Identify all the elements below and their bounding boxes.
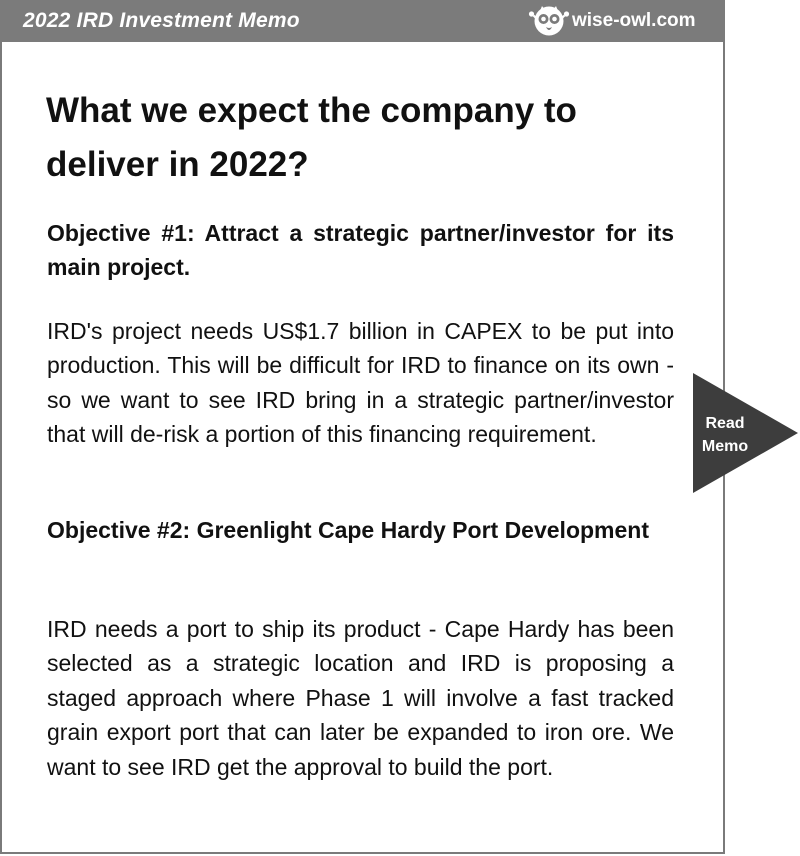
header-bar (0, 0, 725, 42)
objective-1-body: IRD's project needs US$1.7 billion in CAPEX to be put into production. This will be difficult for IRD to finance on its own - so we want to see IRD bring in a strategic partner/investor that will de-risk a portion of this financing requirement. (47, 318, 674, 448)
brand-link[interactable] (527, 4, 696, 38)
objective-2-body: IRD needs a port to ship its product - Cape Hardy has been selected as a strategic location and IRD is proposing a staged approach where Phase 1 will involve a fast tracked grain export port that can later be expanded to iron ore. We want to see IRD get the approval to build the port. (47, 616, 674, 780)
page-title: What we expect the company to deliver in 2022? (46, 91, 577, 184)
objective-2-heading: Objective #2: Greenlight Cape Hardy Port Development (47, 517, 649, 543)
read-memo-label[interactable]: Read Memo (701, 415, 749, 455)
objective-1-heading: Objective #1: Attract a strategic partner/investor for its main project. (47, 220, 674, 280)
memo-header-title: 2022 IRD Investment Memo (23, 9, 300, 32)
brand-name[interactable]: wise-owl.com (572, 10, 696, 31)
read-memo-button[interactable] (692, 372, 800, 494)
owl-logo-icon (527, 4, 571, 38)
